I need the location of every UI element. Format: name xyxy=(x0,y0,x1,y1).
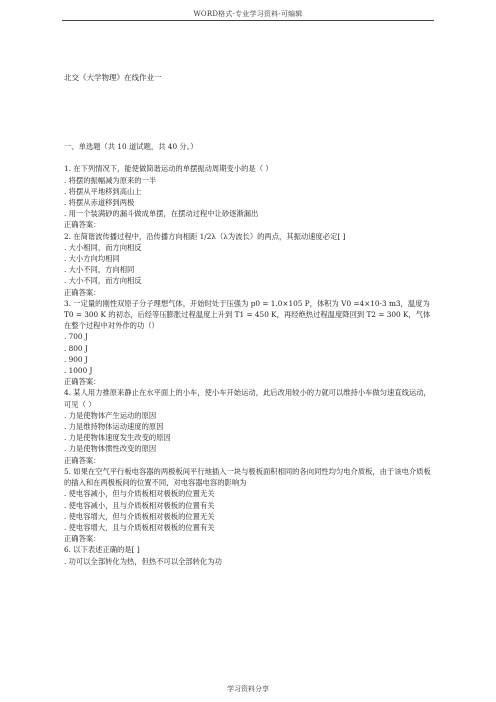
section-heading: 一、单选题（共 10 道试题，共 40 分。） xyxy=(64,142,198,152)
document-title: 北交《大学物理》在线作业一 xyxy=(64,73,162,82)
question-2: 2. 在简谐波传播过程中，沿传播方向相距 1/2λ（λ为波长）的两点，其振动速度必定[ ] xyxy=(64,231,346,241)
page-header: WORD格式-专业学习资料-可编辑 xyxy=(193,10,303,18)
q2-option-b: . 大小方向均相同 xyxy=(64,254,120,264)
page-footer: 学习资料分享 xyxy=(227,685,269,693)
q3-answer-label: 正确答案： xyxy=(64,377,101,387)
question-6: 6. 以下表述正确的是[ ] xyxy=(64,545,140,555)
question-4: 4. 某人用力推原来静止在水平面上的小车，使小车开始运动，此后改用较小的力就可以维持小车做匀速直线运动，可见（ ） xyxy=(64,388,431,409)
q1-option-a: . 将摆的振幅减为原来的一半 xyxy=(64,175,157,185)
q3-option-b: . 800 J xyxy=(64,343,88,353)
q3-option-c: . 900 J xyxy=(64,354,88,364)
question-3: 3. 一定量的刚性双原子分子理想气体，开始时处于压强为 p0 = 1.0×105 P，体积为 V0 =4×10-3 m3，温度为 T0 = 300 K 的初态，后经等压膨胀过程温度上升到 T1 = 450 K，再经绝热过程温度降回到 T2 = 300 K，气体在整个过程中对外作的功（） xyxy=(64,298,431,331)
q4-answer-label: 正确答案： xyxy=(64,455,101,465)
q2-option-c: . 大小不同，方向相同 xyxy=(64,265,135,275)
spacer xyxy=(64,83,432,141)
question-1: 1. 在下列情况下，能使做简谐运动的单摆振动周期变小的是（ ） xyxy=(64,164,273,174)
q4-option-d: . 力是使物体惯性改变的原因 xyxy=(64,444,157,454)
header-rule xyxy=(62,20,434,21)
q4-option-a: . 力是使物体产生运动的原因 xyxy=(64,410,157,420)
q6-option-a: . 功可以全部转化为热，但热不可以全部转化为功 xyxy=(64,556,222,566)
q4-option-b: . 力是维持物体运动速度的原因 xyxy=(64,422,164,432)
q5-option-d: . 使电容增大，且与介质板相对极板的位置有关 xyxy=(64,522,215,532)
q2-answer-label: 正确答案： xyxy=(64,287,101,297)
spacer xyxy=(64,152,432,163)
q2-option-d: . 大小不同，而方向相反 xyxy=(64,276,142,286)
document-body xyxy=(64,72,432,567)
q1-answer-label: 正确答案： xyxy=(64,220,101,230)
q2-option-a: . 大小相同，而方向相反 xyxy=(64,242,142,252)
q5-option-b: . 使电容减小，且与介质板相对极板的位置有关 xyxy=(64,500,215,510)
q1-option-b: . 将摆从平地移到高山上 xyxy=(64,186,142,196)
question-5: 5. 如果在空气平行板电容器的两极板间平行地插入一块与极板面积相同的各向同性均匀电介质板，由于该电介质板的插入和在两极板间的位置不同，对电容器电容的影响为 xyxy=(64,466,431,488)
q3-option-a: . 700 J xyxy=(64,332,88,342)
q1-option-d: . 用一个装满砂的漏斗做成单摆，在摆动过程中让砂逐渐漏出 xyxy=(64,209,259,219)
q4-option-c: . 力是使物体速度发生改变的原因 xyxy=(64,433,171,443)
q1-option-c: . 将摆从赤道移到两极 xyxy=(64,198,135,208)
q5-answer-label: 正确答案： xyxy=(64,534,101,544)
q3-option-d: . 1000 J xyxy=(64,366,93,376)
q5-option-a: . 使电容减小，但与介质板相对极板的位置无关 xyxy=(64,489,215,499)
q5-option-c: . 使电容增大，但与介质板相对极板的位置无关 xyxy=(64,511,215,521)
